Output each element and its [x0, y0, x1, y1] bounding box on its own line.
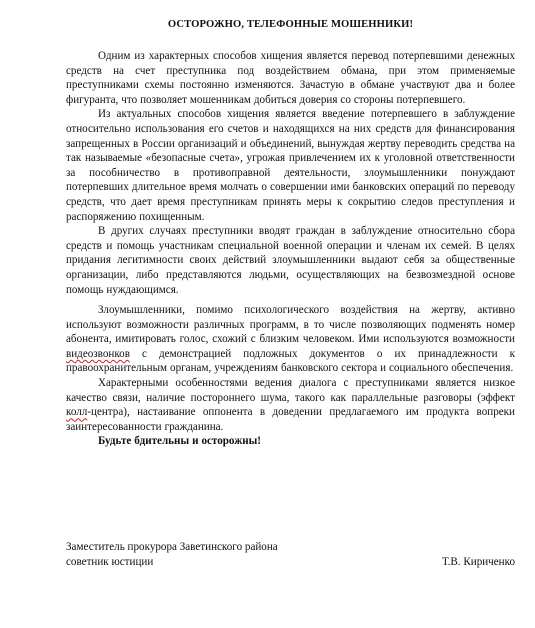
paragraph-5 — [66, 376, 515, 434]
spellcheck-flagged-word[interactable]: колл — [66, 406, 88, 419]
paragraph-2: Из актуальных способов хищения является введение потерпевшего в заблуждение относительно использования его счетов и находящихся на них средств для финансирования запрещенных в России организаций и объединений, вынуждая жертву переводить средства на так называемые «безопасные счета», угрожая привлечением их к уголовной ответственности за пособничество в противоправной деятельности, злоумышленники понуждают потерпевших длительное время молчать о совершении ими банковских операций по переводу средств, что дает время преступникам принять меры к сокрытию следов преступления и распоряжению похищенным. — [66, 108, 515, 223]
paragraph-3: В других случаях преступники вводят граждан в заблуждение относительно сбора средств и помощь участникам специальной военной операции и членам их семей. В целях придания легитимности своих действий злоумышленники выдают себя за общественные организации, либо представляются людьми, осуществляющих на безвозмездной основе помощь нуждающимся. — [66, 225, 515, 296]
document-title: ОСТОРОЖНО, ТЕЛЕФОННЫЕ МОШЕННИКИ! — [167, 19, 414, 30]
signature-name: Т.В. Кириченко — [441, 556, 515, 568]
signature-position-line-1: Заместитель прокурора Заветинского района — [66, 541, 278, 553]
paragraph-4-text-a: Злоумышленники, помимо психологического воздействия на жертву, активно используют возможности различных программ, в то числе позволяющих подменять номер абонента, имитировать голос, схожий с близким человеком. Ими используются возможности — [66, 304, 515, 346]
signature-line-2 — [66, 555, 515, 570]
spellcheck-flagged-word[interactable]: видеозвонков — [66, 347, 130, 360]
paragraph-1: Одним из характерных способов хищения является перевод потерпевшими денежных средств на счет преступника под воздействием обмана, при этом применяемые преступниками схемы постоянно изменяются. Зачастую в обмане участвуют два и более фигуранта, что позволяет мошенникам добиться доверия со стороны потерпевшего. — [66, 50, 515, 106]
paragraph-5-text-a: Характерными особенностями ведения диалога с преступниками является низкое качество связи, наличие постороннего шума, такого как параллельные разговоры (эффект — [66, 377, 515, 404]
signature-position-line-2: советник юстиции — [66, 556, 154, 568]
signature-block — [66, 540, 515, 570]
paragraph-4 — [66, 303, 515, 376]
paragraph-5-text-b: -центра), настаивание оппонента в доведении предлагаемого им продукта вопреки заинтересованности гражданина. — [66, 406, 515, 433]
warning-line: Будьте бдительны и осторожны! — [98, 435, 261, 448]
paragraph-4-text-b: с демонстрацией подложных документов о их принадлежности к правоохранительным органам, учреждениям банковского сектора и социального обеспечения. — [66, 347, 515, 375]
